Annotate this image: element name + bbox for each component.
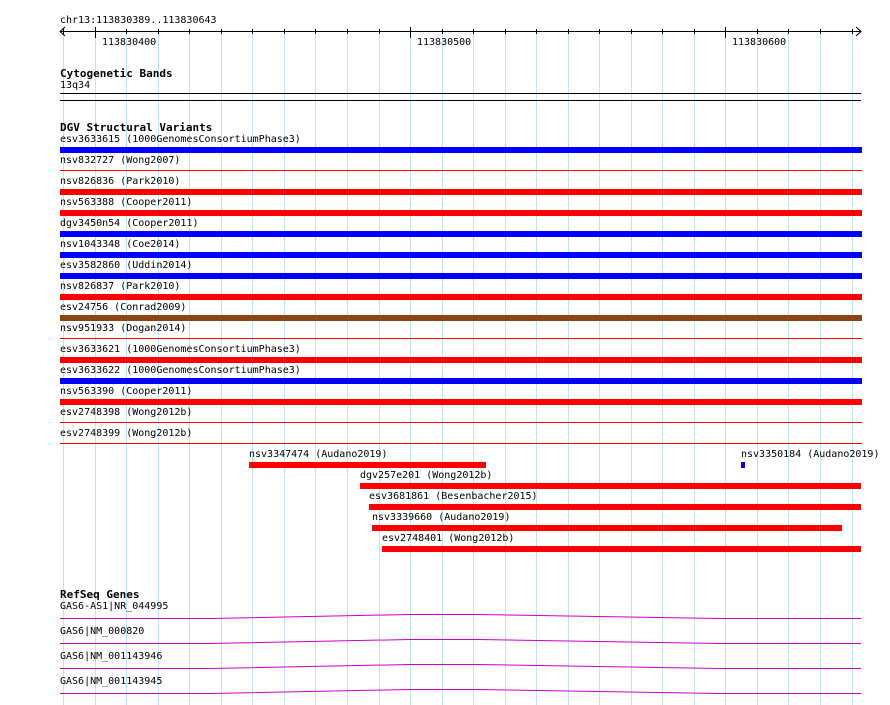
cytoband-line <box>60 93 861 94</box>
dgv-feature-bar[interactable] <box>382 546 861 552</box>
refseq-gene-label[interactable]: GAS6|NM_000820 <box>60 626 145 637</box>
refseq-track-title: RefSeq Genes <box>60 588 140 601</box>
dgv-track-title: DGV Structural Variants <box>60 121 213 134</box>
dgv-feature-label[interactable]: nsv826836 (Park2010) <box>60 176 181 187</box>
dgv-feature-label[interactable]: dgv3450n54 (Cooper2011) <box>60 218 199 229</box>
dgv-feature-bar[interactable] <box>60 210 862 216</box>
dgv-feature-bar[interactable] <box>60 357 862 363</box>
ruler-tick-label: 113830500 <box>417 37 472 48</box>
dgv-feature-bar[interactable] <box>60 378 862 384</box>
dgv-feature-bar[interactable] <box>60 315 862 321</box>
dgv-feature-label[interactable]: esv3582860 (Uddin2014) <box>60 260 193 271</box>
dgv-feature-label[interactable]: esv3681861 (Besenbacher2015) <box>369 491 538 502</box>
ruler-tick-label: 113830400 <box>102 37 157 48</box>
refseq-transcript-line[interactable] <box>0 686 890 698</box>
dgv-feature-bar[interactable] <box>60 147 862 153</box>
dgv-feature-bar[interactable] <box>372 525 842 531</box>
cytoband-label[interactable]: 13q34 <box>60 80 91 91</box>
refseq-transcript-line[interactable] <box>0 661 890 673</box>
dgv-feature-label[interactable]: esv3633615 (1000GenomesConsortiumPhase3) <box>60 134 301 145</box>
refseq-transcript-line[interactable] <box>0 611 890 623</box>
dgv-feature-label[interactable]: dgv257e201 (Wong2012b) <box>360 470 493 481</box>
dgv-feature-label[interactable]: nsv3347474 (Audano2019) <box>249 449 388 460</box>
dgv-feature-bar[interactable] <box>60 252 862 258</box>
dgv-feature-bar[interactable] <box>60 189 862 195</box>
track-separator <box>60 100 861 101</box>
dgv-row-line <box>60 443 861 444</box>
dgv-feature-label[interactable]: esv2748401 (Wong2012b) <box>382 533 515 544</box>
cytogenetic-track-title: Cytogenetic Bands <box>60 67 173 80</box>
dgv-feature-label[interactable]: esv3633621 (1000GenomesConsortiumPhase3) <box>60 344 301 355</box>
dgv-feature-bar[interactable] <box>60 273 862 279</box>
location-label: chr13:113830389..113830643 <box>60 15 217 26</box>
dgv-feature-label[interactable]: esv3633622 (1000GenomesConsortiumPhase3) <box>60 365 301 376</box>
dgv-feature-label[interactable]: esv2748398 (Wong2012b) <box>60 407 193 418</box>
dgv-feature-bar[interactable] <box>60 294 862 300</box>
dgv-feature-label[interactable]: nsv563390 (Cooper2011) <box>60 386 193 397</box>
dgv-feature-label[interactable]: nsv3339660 (Audano2019) <box>372 512 511 523</box>
dgv-feature-label[interactable]: nsv951933 (Dogan2014) <box>60 323 187 334</box>
dgv-feature-label[interactable]: nsv826837 (Park2010) <box>60 281 181 292</box>
position-ruler[interactable] <box>0 0 890 60</box>
dgv-feature-bar[interactable] <box>60 422 862 423</box>
dgv-feature-bar[interactable] <box>249 462 486 468</box>
dgv-feature-label[interactable]: esv2748399 (Wong2012b) <box>60 428 193 439</box>
dgv-feature-label[interactable]: nsv3350184 (Audano2019) <box>741 449 880 460</box>
dgv-feature-bar[interactable] <box>369 504 861 510</box>
refseq-gene-label[interactable]: GAS6|NM_001143945 <box>60 676 163 687</box>
refseq-gene-label[interactable]: GAS6|NM_001143946 <box>60 651 163 662</box>
dgv-feature-bar[interactable] <box>60 338 862 339</box>
dgv-feature-extent-line <box>382 548 861 549</box>
dgv-feature-bar[interactable] <box>60 170 862 171</box>
dgv-feature-bar[interactable] <box>360 483 861 489</box>
dgv-feature-bar[interactable] <box>60 231 862 237</box>
refseq-gene-label[interactable]: GAS6-AS1|NR_044995 <box>60 601 169 612</box>
dgv-feature-bar[interactable] <box>741 462 745 468</box>
dgv-feature-bar[interactable] <box>60 399 862 405</box>
dgv-feature-label[interactable]: nsv832727 (Wong2007) <box>60 155 181 166</box>
refseq-transcript-line[interactable] <box>0 636 890 648</box>
dgv-feature-label[interactable]: nsv563388 (Cooper2011) <box>60 197 193 208</box>
ruler-tick-label: 113830600 <box>732 37 787 48</box>
dgv-feature-label[interactable]: nsv1043348 (Coe2014) <box>60 239 181 250</box>
dgv-feature-label[interactable]: esv24756 (Conrad2009) <box>60 302 187 313</box>
